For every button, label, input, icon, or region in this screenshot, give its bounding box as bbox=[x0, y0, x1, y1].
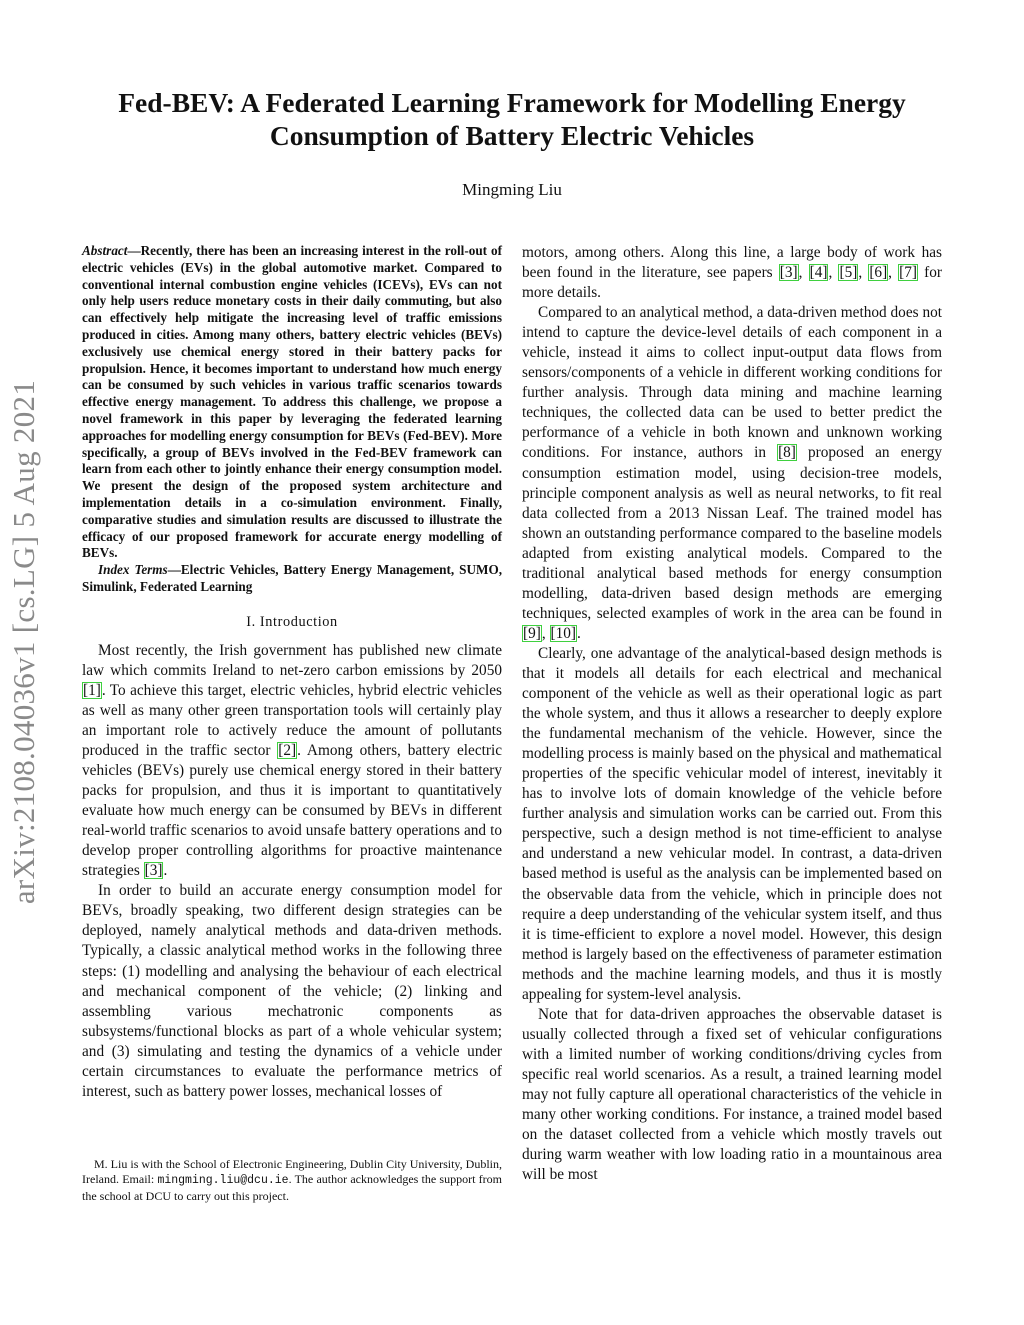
citation-link-2[interactable]: [2] bbox=[278, 742, 297, 760]
intro-paragraph-2: In order to build an accurate energy consumption model for BEVs, broadly speaking, two different design strategies can be deployed, namely analytical methods and data-driven methods. Typically, a classic analytical method works in the following three steps: (1) modelling and analysing the behaviour of each electrical and mechanical component of the vehicle; (2) linking and assembling various mechatronic components as subsystems/functional blocks as part of a whole vehicular system; and (3) simulating and testing the dynamics of a vehicle under certain circumstances to evaluate the performance metrics of interest, such as battery power losses, mechanical losses of bbox=[82, 882, 502, 1100]
paragraph-text: . To achieve this target, electric vehicles, hybrid electric vehicles as well as many other green transportation tools will certainly play an important role to actively reduce the amount of pollutants produced in the traffic sector bbox=[82, 681, 502, 760]
right-paragraph-2 bbox=[522, 303, 942, 644]
citation-link-3b[interactable]: [3] bbox=[779, 264, 798, 282]
citation-link-6[interactable]: [6] bbox=[869, 264, 888, 282]
citation-link-1[interactable]: [1] bbox=[83, 681, 101, 699]
paragraph-text: proposed an energy consumption estimation model, using decision-tree models, principle component analysis as well as neural networks, to fit real data collected from a 2013 Nissan Leaf. The trained model has shown an outstanding performance compared to the baseline models adapted from existing analytical models. Compared to the traditional analytical based methods for energy consumption modelling, data-driven based design methods are emerging techniques, selected examples of work in the area can be found in bbox=[522, 444, 942, 622]
author-footnote bbox=[82, 1157, 502, 1204]
right-paragraph-1 bbox=[522, 243, 942, 303]
citation-link-5[interactable]: [5] bbox=[839, 264, 858, 282]
right-column bbox=[522, 243, 942, 1185]
citation-link-3[interactable]: [3] bbox=[144, 862, 163, 880]
left-column bbox=[82, 243, 502, 1102]
arxiv-stamp bbox=[0, 355, 48, 930]
author-name: Mingming Liu bbox=[462, 180, 562, 199]
section-heading-introduction: I. Introduction bbox=[246, 613, 338, 630]
paragraph-text: Most recently, the Irish government has published new climate law which commits Ireland to net-zero carbon emissions by 2050 bbox=[82, 641, 502, 679]
paragraph-text: . bbox=[577, 624, 581, 642]
citation-link-4[interactable]: [4] bbox=[809, 264, 828, 282]
citation-link-7[interactable]: [7] bbox=[899, 264, 918, 282]
separator: , bbox=[828, 264, 839, 282]
arxiv-stamp-text: arXiv:2108.04036v1 [cs.LG] 5 Aug 2021 bbox=[6, 379, 41, 905]
separator: , bbox=[888, 264, 899, 282]
citation-link-10[interactable]: [10] bbox=[550, 624, 576, 642]
index-terms bbox=[82, 562, 502, 596]
separator: , bbox=[858, 264, 869, 282]
footnote-text: . The author acknowledges the support from the school at DCU to carry out this project. bbox=[82, 1172, 502, 1203]
index-terms-text: —Electric Vehicles, Battery Energy Management, SUMO, Simulink, Federated Learning bbox=[82, 562, 502, 594]
citation-link-8[interactable]: [8] bbox=[778, 444, 796, 462]
right-paragraph-3: Clearly, one advantage of the analytical-based design methods is that it models all details for each electrical and mechanical component of the vehicle as well as their operational logic as part the whole system, and thus it allows a researcher to deeply explore the fundamental mechanism of the vehicle. However, since the modelling process is mainly based on the physical and mathematical properties of the specific vehicular model of interest, inevitably it has to involve lots of domain knowledge of the vehicle before further analysis and simulation works can be carried out. From this perspective, such a design method is not time-efficient to analyse and understand a new vehicular model. In contrast, a data-driven based method is useful as the analysis can be implemented based on the observable data from the vehicle, which in principle does not require a deep understanding of the vehicular system itself, and thus it is time-efficient to explore a novel model. However, this design method is largely based on the effectiveness of parameter estimation methods and the machine learning models, and thus it is mostly appealing for system-level analysis. bbox=[522, 644, 942, 1003]
author-email-link[interactable]: mingming.liu@dcu.ie bbox=[157, 1174, 289, 1188]
title-line-1: Fed-BEV: A Federated Learning Framework for Modelling Energy bbox=[118, 87, 906, 118]
paragraph-text: motors, among others. Along this line, a large body of work has been found in the literature, see papers bbox=[522, 244, 942, 282]
right-paragraph-4: Note that for data-driven approaches the observable dataset is usually collected through a fixed set of vehicular configurations with a limited number of working conditions/driving cycles from specific real world scenarios. As a result, a trained learning model may not fully capture all operational characteristics of the vehicle in many other working conditions. For instance, a trained model based on the dataset collected from a vehicle which mostly travels out during warm weather with low loading ratio in a mountainous area will be most bbox=[522, 1005, 942, 1184]
paragraph-text: . bbox=[163, 862, 168, 880]
separator: , bbox=[541, 624, 550, 642]
separator: , bbox=[798, 264, 809, 282]
abstract-text: —Recently, there has been an increasing interest in the roll-out of electric vehicles (EVs) in the global automotive market. Compared to conventional internal combustion engine vehicles (ICEVs), EVs can not only help users reduce monetary costs in their daily commuting, but also can effectively help mitigate the increasing level of traffic emissions produced in cities. Among many others, battery electric vehicles (BEVs) exclusively use chemical energy stored in their battery packs for propulsion. Hence, it becomes important to understand how much energy can be consumed by such vehicles in various traffic scenarios towards effective energy management. To address this challenge, we propose a novel framework in this paper by leveraging the federated learning approaches for modelling energy consumption for BEVs (Fed-BEV). More specifically, a group of BEVs involved in the Fed-BEV framework can learn from each other to jointly enhance their energy consumption model. We present the design of the proposed system architecture and implementation details in a co-simulation environment. Finally, comparative studies and simulation results are discussed to illustrate the efficacy of our proposed framework for accurate energy modelling of BEVs. bbox=[82, 243, 502, 561]
paragraph-text: . Among others, battery electric vehicles (BEVs) purely use chemical energy stored in their battery packs for propulsion, and thus it is important to quantitatively evaluate how much energy can be consumed by BEVs in different real-world traffic scenarios to avoid unsafe battery operations and to develop proper controlling algorithms for proactive maintenance strategies bbox=[82, 742, 502, 880]
index-terms-label: Index Terms bbox=[98, 562, 168, 578]
footnote-text: M. Liu is with the School of Electronic Engineering, Dublin City University, Dublin, Ireland. Email: bbox=[82, 1157, 502, 1187]
citation-link-9[interactable]: [9] bbox=[523, 624, 541, 642]
title-line-2: Consumption of Battery Electric Vehicles bbox=[269, 120, 755, 151]
paper-title bbox=[60, 86, 964, 152]
paragraph-text: for more details. bbox=[522, 264, 943, 302]
abstract-label: Abstract bbox=[82, 243, 128, 258]
abstract bbox=[82, 243, 502, 562]
intro-paragraph-1 bbox=[82, 641, 502, 882]
paragraph-text: Compared to an analytical method, a data-driven method does not intend to capture the device-level details of each component in a vehicle, instead it aims to collect input-output data flows from sensors/components of a vehicle in different working conditions for further analysis. Through data mining and machine learning techniques, the collected data can be used to better predict the performance of a vehicle in both known and unknown working conditions. For instance, authors in bbox=[522, 304, 942, 462]
